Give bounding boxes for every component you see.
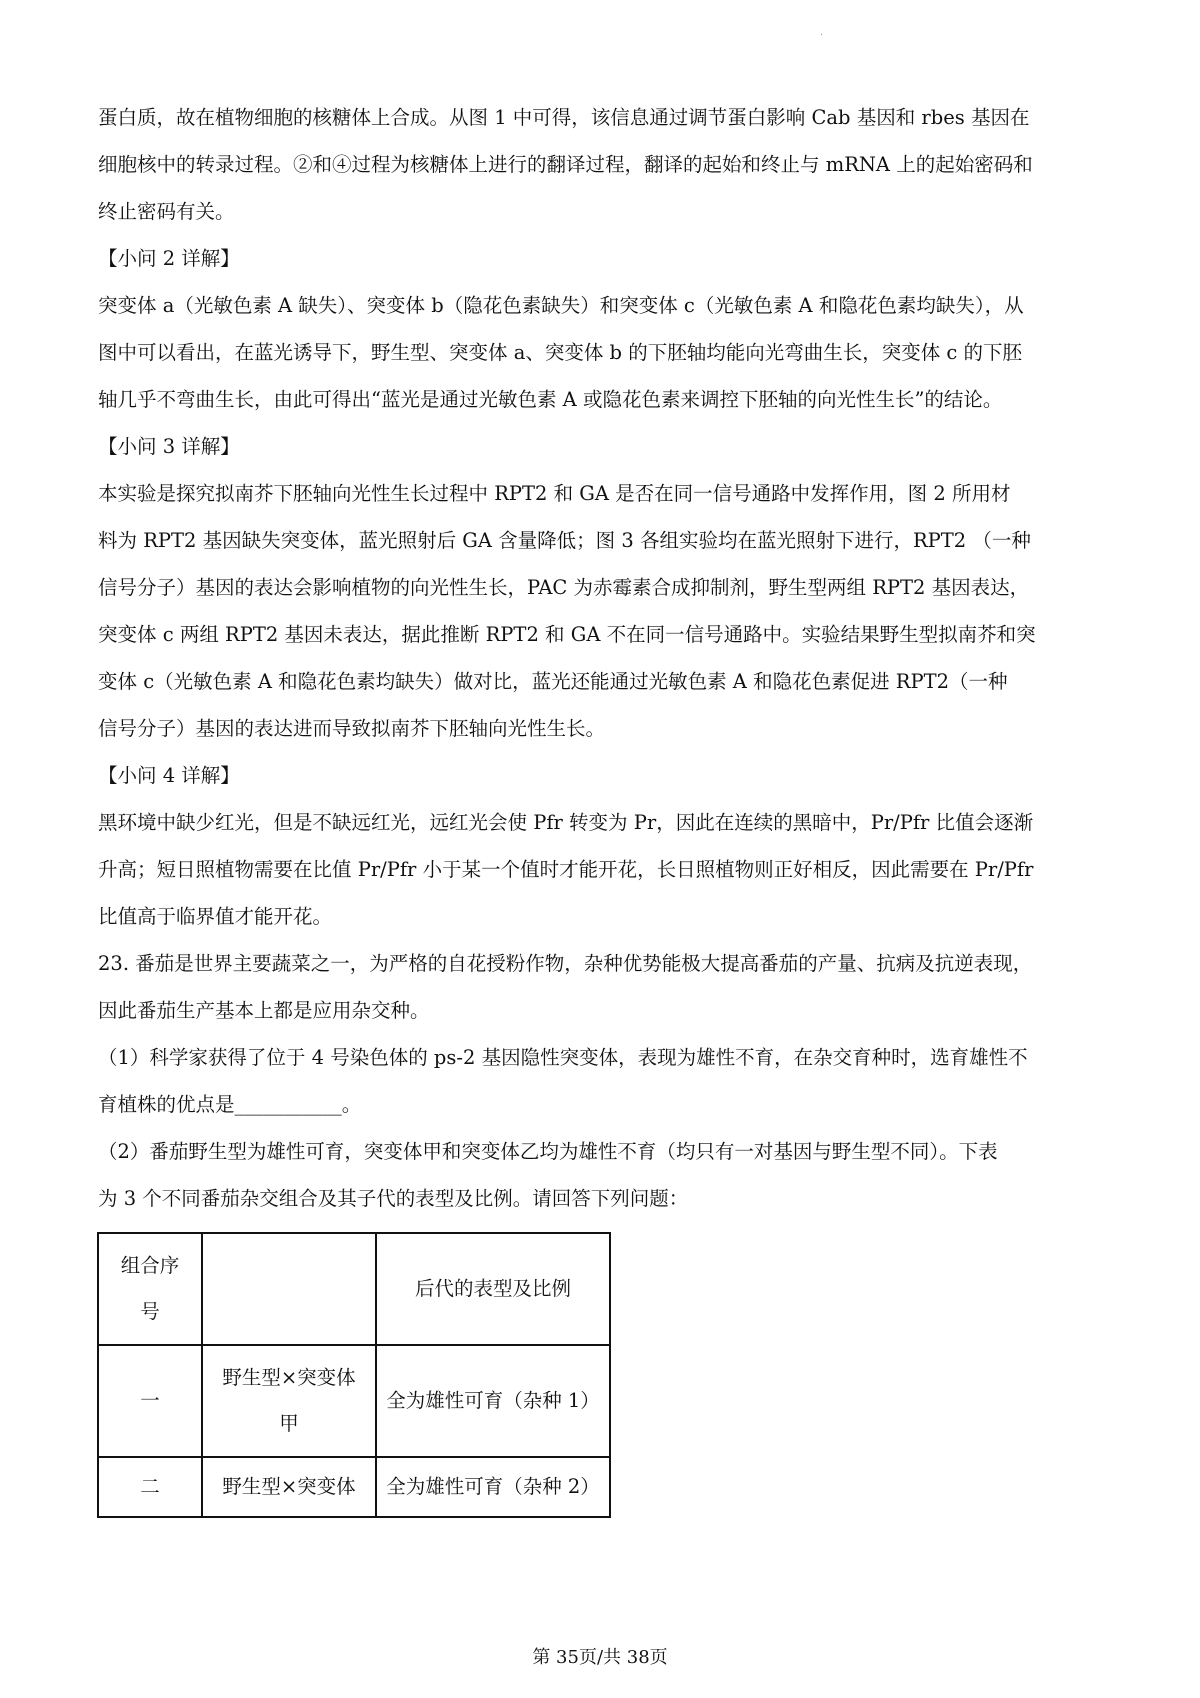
question-line: （1）科学家获得了位于 4 号染色体的 ps-2 基因隐性突变体，表现为雄性不育，在杂交育种时，选育雄性不: [98, 1046, 1028, 1069]
table-row: [98, 1457, 610, 1517]
text-line: 比值高于临界值才能开花。: [98, 905, 333, 928]
row-cross-cell: [202, 1457, 376, 1517]
cross-line1: 野生型×突变体: [222, 1366, 356, 1389]
question-line: （2）番茄野生型为雄性可育，突变体甲和突变体乙均为雄性不育（均只有一对基因与野生型不同）。下表: [98, 1140, 998, 1163]
question-line: 23. 番茄是世界主要蔬菜之一，为严格的自花授粉作物，杂种优势能极大提高番茄的产量、抗病及抗逆表现，: [98, 952, 1033, 975]
text-line: 图中可以看出，在蓝光诱导下，野生型、突变体 a、突变体 b 的下胚轴均能向光弯曲生长，突变体 c 的下胚: [98, 341, 1023, 364]
text-line: 变体 c（光敏色素 A 和隐花色素均缺失）做对比，蓝光还能通过光敏色素 A 和隐花色素促进 RPT2（一种: [98, 670, 1008, 693]
scan-mark: ·: [820, 30, 824, 41]
question-line: 为 3 个不同番茄杂交组合及其子代的表型及比例。请回答下列问题：: [98, 1187, 689, 1210]
header-index-line2: 号: [140, 1300, 160, 1323]
text-line: 突变体 c 两组 RPT2 基因未表达，据此推断 RPT2 和 GA 不在同一信号通路中。实验结果野生型拟南芥和突: [98, 623, 1036, 646]
header-cell-cross: [202, 1233, 376, 1345]
text-line: 信号分子）基因的表达进而导致拟南芥下胚轴向光性生长。: [98, 717, 606, 740]
cross-combination-table: [97, 1232, 611, 1518]
text-line: 升高；短日照植物需要在比值 Pr/Pfr 小于某一个值时才能开花，长日照植物则正好相反，因此需要在 Pr/Pfr: [98, 858, 1034, 881]
row-result-cell: 全为雄性可育（杂种 1）: [376, 1345, 610, 1457]
row-index-cell: 一: [98, 1345, 202, 1457]
question-line: 因此番茄生产基本上都是应用杂交种。: [98, 999, 430, 1022]
text-line: 黑环境中缺少红光，但是不缺远红光，远红光会使 Pfr 转变为 Pr，因此在连续的黑暗中，Pr/Pfr 比值会逐渐: [98, 811, 1034, 834]
table-header-row: [98, 1233, 610, 1345]
section-heading: 【小问 4 详解】: [98, 764, 240, 787]
text-line: 终止密码有关。: [98, 200, 235, 223]
row-index-cell: 二: [98, 1457, 202, 1517]
text-line: 料为 RPT2 基因缺失突变体，蓝光照射后 GA 含量降低；图 3 各组实验均在蓝光照射下进行，RPT2 （一种: [98, 529, 1031, 552]
row-cross-cell: [202, 1345, 376, 1457]
text-line: 信号分子）基因的表达会影响植物的向光性生长，PAC 为赤霉素合成抑制剂，野生型两组 RPT2 基因表达，: [98, 576, 1030, 599]
section-heading: 【小问 2 详解】: [98, 247, 240, 270]
row-result-cell: 全为雄性可育（杂种 2）: [376, 1457, 610, 1517]
text-line: 细胞核中的转录过程。②和④过程为核糖体上进行的翻译过程，翻译的起始和终止与 mRNA 上的起始密码和: [98, 153, 1033, 176]
text-line: 蛋白质，故在植物细胞的核糖体上合成。从图 1 中可得，该信息通过调节蛋白影响 Cab 基因和 rbes 基因在: [98, 106, 1030, 129]
text-line: 轴几乎不弯曲生长，由此可得出“蓝光是通过光敏色素 A 或隐花色素来调控下胚轴的向光性生长”的结论。: [98, 388, 1003, 411]
text-line: 本实验是探究拟南芥下胚轴向光性生长过程中 RPT2 和 GA 是否在同一信号通路中发挥作用，图 2 所用材: [98, 482, 1011, 505]
header-index-line1: 组合序: [120, 1254, 180, 1277]
header-cell-index: [98, 1233, 202, 1345]
header-cell-result: 后代的表型及比例: [376, 1233, 610, 1345]
cross-line2: 甲: [279, 1412, 299, 1435]
page-body: [98, 94, 1102, 1222]
text-line: 突变体 a（光敏色素 A 缺失）、突变体 b（隐花色素缺失）和突变体 c（光敏色素 A 和隐花色素均缺失），从: [98, 294, 1024, 317]
question-line: 育植株的优点是___________。: [98, 1093, 362, 1116]
section-heading: 【小问 3 详解】: [98, 435, 240, 458]
page-number: 第 35页/共 38页: [532, 1647, 668, 1668]
cross-line1: 野生型×突变体: [222, 1475, 356, 1498]
table-row: [98, 1345, 610, 1457]
